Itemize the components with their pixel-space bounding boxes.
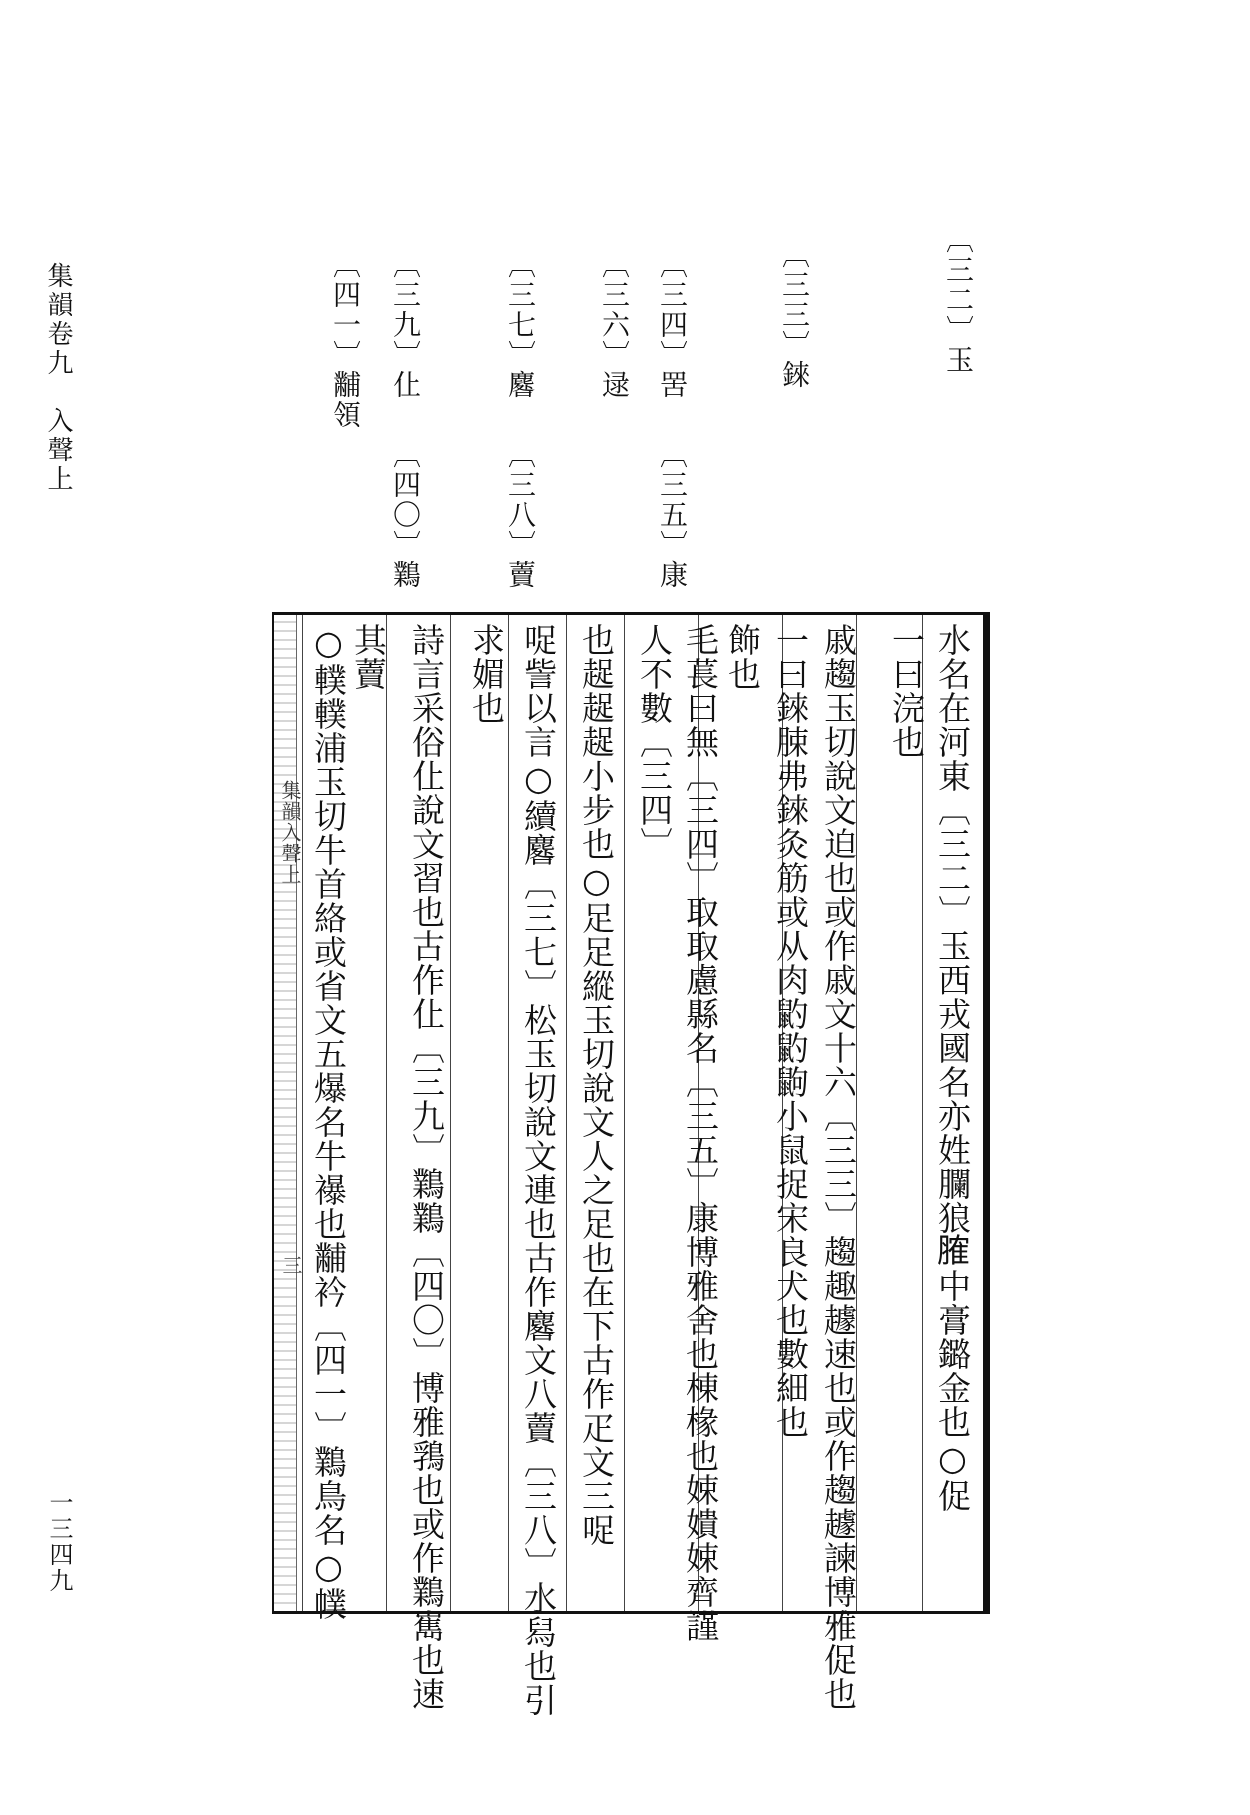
column-rule: [386, 615, 387, 1611]
text-block: [272, 612, 990, 1717]
text-column: 飾也: [723, 623, 762, 691]
text-column: 一曰錸脨弗錸灸筋或从肉䶂䶂鼩小鼠捉宋良犬也數細也: [771, 623, 810, 1439]
block-gutter: [274, 615, 303, 1611]
text-column: 其藚: [349, 623, 388, 691]
text-column: 毛萇曰無〔三四〕取取慮縣名〔三五〕康博雅舍也棟椽也娕嬇娕齊謹: [681, 623, 720, 1643]
column-rule: [922, 615, 923, 1611]
gutter-label: 集韻入聲上: [278, 780, 302, 885]
collation-note: 〔三九〕仩: [389, 250, 422, 400]
page-number: 一三四九: [45, 1490, 73, 1594]
text-column: 戚趨玉切說文迫也或作戚文十六〔三三〕趨趣䟊速也或作趨䟊諫博雅促也: [819, 623, 858, 1711]
collation-note: 〔三二〕玉: [942, 225, 975, 375]
collation-note: 〔三八〕藚: [504, 440, 537, 590]
collation-note: 〔三四〕罟: [656, 250, 689, 400]
column-rule: [302, 615, 303, 1611]
column-rule: [508, 615, 509, 1611]
collation-note: 〔三三〕錸: [778, 240, 811, 390]
column-rule: [450, 615, 451, 1611]
text-column: 哫訾以言○續麔〔三七〕松玉切說文連也古作麔文八藚〔三八〕水舄也引: [519, 623, 558, 1717]
text-column: 詩言采俗仩說文習也古作仩〔三九〕鸈鸈〔四〇〕博雅䳕也或作鸈嶲也速: [407, 623, 446, 1711]
collation-note: 〔三五〕康: [656, 440, 689, 590]
column-rule: [566, 615, 567, 1611]
collation-note: 〔三七〕麔: [504, 250, 537, 400]
text-column: 求媚也: [467, 623, 506, 725]
running-title: 集韻卷九 入聲上: [43, 262, 73, 494]
collation-note: 〔三六〕逯: [598, 250, 631, 400]
text-column: 一曰浣也: [887, 623, 926, 759]
text-column: 人不數〔三四〕: [635, 623, 674, 861]
column-rule: [624, 615, 625, 1611]
collation-note: 〔四〇〕鸈: [389, 440, 422, 590]
gutter-number: 三: [279, 1255, 303, 1275]
collation-note: 〔四一〕黼領: [329, 250, 362, 430]
text-column: 水名在河東〔三二〕玉西戎國名亦姓䑌狼𦞦中膏鏴金也○促: [933, 623, 972, 1513]
text-column: ○轐轐浦玉切牛首絡或省文五爆名牛襮也黼衿〔四一〕鸈鳥名○幞: [309, 623, 348, 1621]
text-column: 也趗趗趗小步也○足足縱玉切說文人之足也在下古作疋文三哫: [577, 623, 616, 1547]
